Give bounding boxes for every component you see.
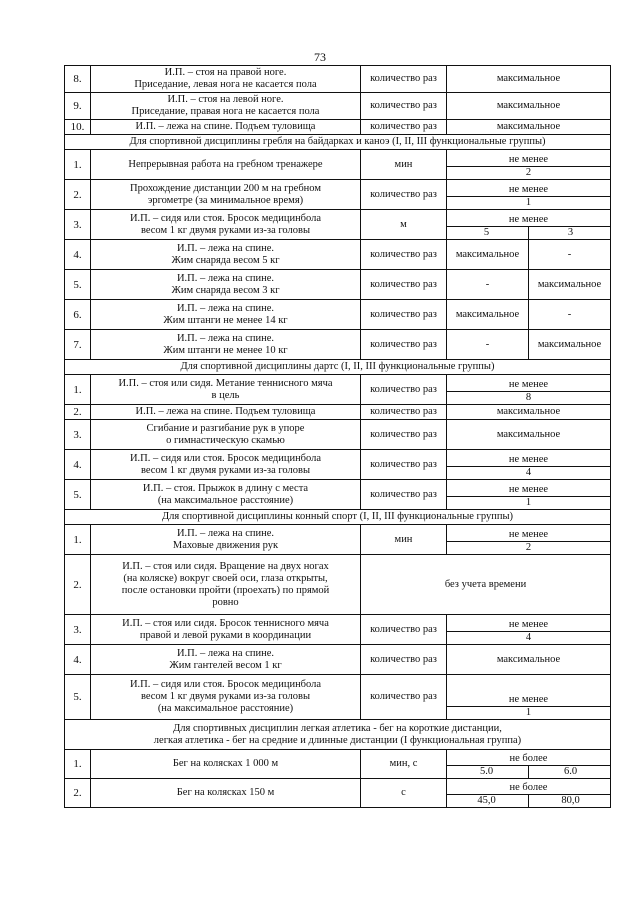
measure-unit: количество раз [361,450,447,480]
norm-condition: не более [447,753,611,766]
measure-unit: количество раз [361,405,447,420]
row-number: 2. [65,779,91,808]
section-heading: Для спортивной дисциплины гребля на байдарках и каноэ (I, II, III функциональные группы) [65,135,611,150]
norm-value-cell: максимальное [447,420,611,450]
row-number: 5. [65,675,91,720]
norm-condition: не менее [447,379,611,392]
norm-value-cell [447,150,611,180]
table-row [65,240,611,270]
measure-unit: количество раз [361,270,447,300]
norm-value-2: 80,0 [561,795,580,806]
measure-unit: количество раз [361,93,447,120]
norm-value-cell [447,779,611,808]
table-row [65,750,611,779]
norm-value-cell [447,615,611,645]
row-number: 8. [65,66,91,93]
measure-unit: мин [361,525,447,555]
norm-condition: не менее [447,154,611,167]
measure-unit: мин, с [361,750,447,779]
row-number: 3. [65,615,91,645]
norm-value-2: максимальное [529,330,611,360]
exercise-description: И.П. – стоя или сидя. Метание теннисного мяча в цель [91,375,361,405]
norm-value-1: максимальное [447,300,529,330]
exercise-description: Бег на колясках 150 м [91,779,361,808]
table-row [65,270,611,300]
table-row [65,450,611,480]
row-number: 3. [65,420,91,450]
norm-value-1: максимальное [447,240,529,270]
norm-values [447,766,611,778]
norm-value-cell: максимальное [447,66,611,93]
row-number: 2. [65,405,91,420]
norm-value-2: - [529,240,611,270]
measure-unit: количество раз [361,66,447,93]
row-number: 9. [65,93,91,120]
table-row [65,180,611,210]
section-heading-row [65,135,611,150]
exercise-description: И.П. – лежа на спине. Жим штанги не менее 14 кг [91,300,361,330]
norm-value: 8 [525,392,532,403]
norm-value-1: 45,0 [447,795,530,807]
standards-table [64,65,611,808]
page-number: 73 [314,50,326,64]
norm-value-cell [447,210,611,240]
measure-unit: количество раз [361,300,447,330]
section-heading: Для спортивной дисциплины конный спорт (I, II, III функциональные группы) [65,510,611,525]
norm-value-cell: максимальное [447,93,611,120]
table-row [65,420,611,450]
exercise-description: И.П. – лежа на спине. Жим штанги не менее 10 кг [91,330,361,360]
norm-condition: не менее [447,619,611,632]
norm-value-1: - [447,330,529,360]
norm-condition: не менее [447,454,611,467]
exercise-description: И.П. – лежа на спине. Жим снаряда весом 3 кг [91,270,361,300]
norm-value-cell [447,750,611,779]
row-number: 1. [65,375,91,405]
measure-unit: количество раз [361,375,447,405]
norm-merged-cell: без учета времени [361,555,611,615]
table-row [65,645,611,675]
row-number: 7. [65,330,91,360]
norm-value-2: максимальное [529,270,611,300]
table-row [65,405,611,420]
table-row [65,330,611,360]
exercise-description: И.П. – лежа на спине. Жим гантелей весом 1 кг [91,645,361,675]
exercise-description: Сгибание и разгибание рук в упоре о гимнастическую скамью [91,420,361,450]
table-row [65,93,611,120]
norm-value: 4 [525,632,532,643]
row-number: 3. [65,210,91,240]
norm-value-cell: максимальное [447,120,611,135]
exercise-description: Бег на колясках 1 000 м [91,750,361,779]
norm-value-1: - [447,270,529,300]
norm-value-cell [447,450,611,480]
table-row [65,615,611,645]
norm-value-cell: максимальное [447,645,611,675]
row-number: 10. [65,120,91,135]
table-row [65,120,611,135]
exercise-description: И.П. – лежа на спине. Жим снаряда весом 5 кг [91,240,361,270]
norm-condition: не менее [447,529,611,542]
exercise-description: И.П. – лежа на спине. Маховые движения рук [91,525,361,555]
norm-condition: не менее [447,484,611,497]
exercise-description: И.П. – стоя на левой ноге. Приседание, правая нога не касается пола [91,93,361,120]
row-number: 2. [65,555,91,615]
exercise-description: И.П. – стоя. Прыжок в длину с места (на максимальное расстояние) [91,480,361,510]
norm-value: 2 [525,542,532,553]
row-number: 4. [65,450,91,480]
table-row [65,66,611,93]
norm-value-cell [447,480,611,510]
exercise-description: И.П. – лежа на спине. Подъем туловища [91,405,361,420]
exercise-description: И.П. – стоя или сидя. Бросок теннисного мяча правой и левой руками в координации [91,615,361,645]
norm-value-2: 6.0 [563,766,578,777]
table-row [65,779,611,808]
norm-value-cell: максимальное [447,405,611,420]
measure-unit: количество раз [361,615,447,645]
norm-value-1: 5 [447,227,530,239]
exercise-description: И.П. – стоя или сидя. Вращение на двух ногах (на коляске) вокруг своей оси, глаза открыты, после остановки пройти (проехать) по прямой ровно [91,555,361,615]
norm-value: 4 [525,467,532,478]
measure-unit: количество раз [361,330,447,360]
measure-unit: м [361,210,447,240]
row-number: 1. [65,525,91,555]
norm-value: 1 [525,497,532,508]
row-number: 4. [65,240,91,270]
row-number: 2. [65,180,91,210]
table-row [65,210,611,240]
norm-value-cell [447,180,611,210]
norm-value: 1 [525,707,532,718]
table-row [65,555,611,615]
section-heading: Для спортивных дисциплин легкая атлетика - бег на короткие дистанции, легкая атлетика - бег на средние и длинные дистанции (I функциональная группа) [65,720,611,750]
table-row [65,675,611,720]
section-heading: Для спортивной дисциплины дартс (I, II, III функциональные группы) [65,360,611,375]
section-heading-row [65,720,611,750]
exercise-description: И.П. – сидя или стоя. Бросок медицинбола весом 1 кг двумя руками из-за головы [91,210,361,240]
measure-unit: количество раз [361,645,447,675]
norm-values [447,795,611,807]
measure-unit: количество раз [361,180,447,210]
norm-value: 1 [525,197,532,208]
measure-unit: с [361,779,447,808]
measure-unit: мин [361,150,447,180]
row-number: 5. [65,270,91,300]
table-row [65,375,611,405]
row-number: 5. [65,480,91,510]
measure-unit: количество раз [361,240,447,270]
exercise-description: И.П. – сидя или стоя. Бросок медицинбола весом 1 кг двумя руками из-за головы (на максимальное расстояние) [91,675,361,720]
measure-unit: количество раз [361,480,447,510]
section-heading-row [65,510,611,525]
exercise-description: И.П. – лежа на спине. Подъем туловища [91,120,361,135]
norm-value-2: 3 [567,227,574,238]
norm-condition: не более [447,782,611,795]
row-number: 6. [65,300,91,330]
section-heading-row [65,360,611,375]
measure-unit: количество раз [361,675,447,720]
table-row [65,525,611,555]
norm-condition: не менее [447,184,611,197]
norm-value: 2 [525,167,532,178]
norm-value-2: - [529,300,611,330]
table-row [65,150,611,180]
norm-condition: не менее [447,214,611,227]
exercise-description: Непрерывная работа на гребном тренажере [91,150,361,180]
standards-table-body [65,66,611,808]
measure-unit: количество раз [361,420,447,450]
norm-condition: не менее [447,694,611,707]
norm-value-1: 5.0 [447,766,530,778]
exercise-description: И.П. – стоя на правой ноге. Приседание, левая нога не касается пола [91,66,361,93]
norm-value-cell [447,375,611,405]
table-row [65,480,611,510]
norm-values [447,227,611,239]
measure-unit: количество раз [361,120,447,135]
exercise-description: Прохождение дистанции 200 м на гребном эргометре (за минимальное время) [91,180,361,210]
norm-value-cell [447,675,611,720]
norm-value-cell [447,525,611,555]
row-number: 1. [65,750,91,779]
table-row [65,300,611,330]
exercise-description: И.П. – сидя или стоя. Бросок медицинбола весом 1 кг двумя руками из-за головы [91,450,361,480]
row-number: 4. [65,645,91,675]
row-number: 1. [65,150,91,180]
